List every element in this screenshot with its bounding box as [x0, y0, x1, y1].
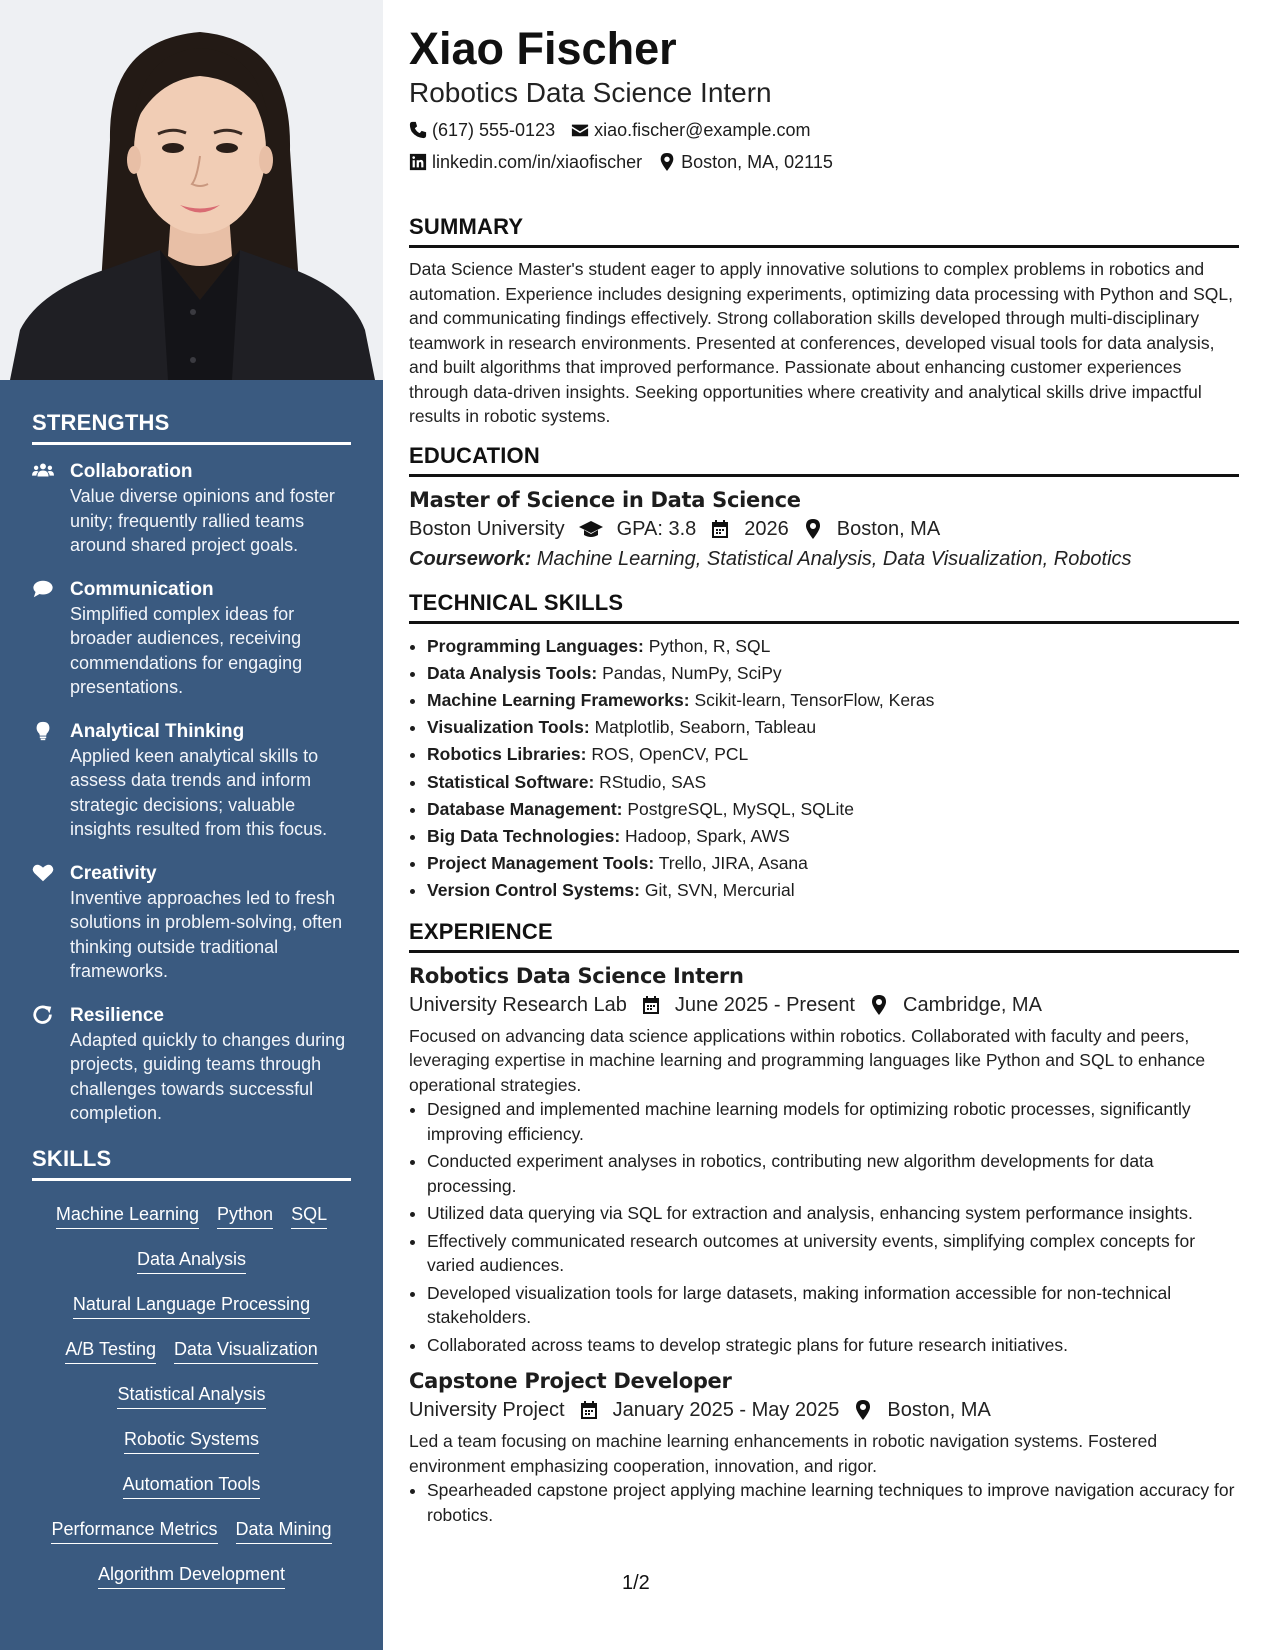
list-item: • Data Analysis Tools: Pandas, NumPy, SciPy — [427, 660, 1239, 687]
list-item: • Designed and implemented machine learning models for optimizing robotic processes, significantly improving efficiency. — [427, 1097, 1239, 1146]
heart-icon — [32, 861, 70, 883]
technical-skills-list — [409, 633, 1239, 905]
list-item: • Effectively communicated research outcomes at university events, simplifying complex concepts for varied audiences. — [427, 1229, 1239, 1278]
experience-section — [409, 919, 1239, 1528]
job-summary: Focused on advancing data science applications within robotics. Collaborated with faculty and peers, leveraging expertise in machine learning and programming languages like Python and SQL to enhance operational strategies. — [409, 1025, 1206, 1095]
strength-description: Simplified complex ideas for broader audiences, receiving commendations for engaging presentations. — [70, 603, 303, 697]
contact-line — [409, 118, 1239, 142]
skill-tag: A/B Testing — [65, 1336, 156, 1364]
skill-tag: Robotic Systems — [124, 1426, 259, 1454]
strength-title: Creativity — [70, 862, 157, 884]
list-item: • Big Data Technologies: Hadoop, Spark, AWS — [427, 823, 1239, 850]
skills-heading: SKILLS — [32, 1146, 351, 1181]
coursework-list: Machine Learning, Statistical Analysis, Data Visualization, Robotics — [536, 547, 1132, 570]
list-item: • Statistical Software: RStudio, SAS — [427, 769, 1239, 796]
map-pin-icon — [803, 519, 823, 539]
education-heading: EDUCATION — [409, 443, 1239, 477]
map-pin-icon — [853, 1400, 873, 1420]
summary-heading: SUMMARY — [409, 214, 1239, 248]
strength-item — [32, 577, 351, 700]
strengths-heading: STRENGTHS — [32, 410, 351, 445]
skill-tag: Statistical Analysis — [117, 1381, 265, 1409]
skill-tag: Data Visualization — [174, 1336, 318, 1364]
list-item: • Project Management Tools: Trello, JIRA, Asana — [427, 850, 1239, 877]
profile-photo — [0, 0, 383, 380]
job-dates: June 2025 - Present — [674, 993, 855, 1016]
calendar-icon — [641, 995, 661, 1015]
job-summary: Led a team focusing on machine learning enhancements in robotic navigation systems. Fostered environment emphasizing cooperation, innovation, and rigor. — [409, 1431, 1158, 1476]
experience-heading: EXPERIENCE — [409, 919, 1239, 953]
list-item: • Collaborated across teams to develop strategic plans for future research initiatives. — [427, 1333, 1239, 1358]
sidebar-content — [32, 410, 351, 1606]
strength-description: Value diverse opinions and foster unity; frequently rallied teams around shared project goals. — [70, 486, 335, 555]
job-bullets — [409, 1097, 1239, 1357]
list-item: • Developed visualization tools for large datasets, making information accessible for non-technical stakeholders. — [427, 1281, 1239, 1330]
summary-section — [409, 214, 1239, 429]
coursework-line — [409, 544, 1239, 574]
users-icon — [32, 459, 70, 481]
job-location: Boston, MA — [887, 1399, 991, 1422]
email-text: xiao.fischer@example.com — [594, 120, 811, 140]
list-item: • Spearheaded capstone project applying machine learning techniques to improve navigation accuracy for robotics. — [427, 1478, 1239, 1527]
education-section — [409, 443, 1239, 574]
strength-item — [32, 459, 351, 558]
job-entry — [409, 962, 1239, 1358]
graduation-year: 2026 — [744, 517, 789, 540]
job-entry — [409, 1367, 1239, 1527]
list-item: • Programming Languages: Python, R, SQL — [427, 633, 1239, 660]
map-pin-icon — [658, 153, 676, 171]
strength-title: Collaboration — [70, 461, 193, 482]
strength-item — [32, 719, 351, 842]
location-text: Boston, MA, 02115 — [681, 152, 833, 172]
strength-description: Applied keen analytical skills to assess data trends and inform strategic decisions; valuable insights resulted from this focus. — [70, 745, 328, 839]
job-title: Capstone Project Developer — [409, 1369, 732, 1394]
list-item: • Robotics Libraries: ROS, OpenCV, PCL — [427, 741, 1239, 768]
list-item: • Version Control Systems: Git, SVN, Mercurial — [427, 877, 1239, 904]
summary-text: Data Science Master's student eager to apply innovative solutions to complex problems in robotics and automation. Experience includes designing experiments, optimizing data processing with Python and SQL, and communicating findings effectively. Strong collaboration skills developed through multi-disciplinary teamwork in research environments. Presented at conferences, developed visual tools for data analysis, and built algorithms that improved performance. Passionate about enhancing customer experiences through data-driven insights. Seeking opportunities where creativity and analytical skills drive impactful results in robotic systems. — [409, 259, 1233, 426]
linkedin-icon — [409, 153, 427, 171]
education-meta — [409, 514, 1239, 544]
job-bullets — [409, 1478, 1239, 1527]
technical-skills-heading: TECHNICAL SKILLS — [409, 590, 1239, 624]
contact-line — [409, 150, 1239, 174]
skill-tag: Machine Learning — [56, 1201, 199, 1229]
email-contact[interactable] — [571, 118, 810, 142]
job-organization: University Project — [409, 1399, 565, 1422]
job-organization: University Research Lab — [409, 993, 627, 1016]
page-number: 1/2 — [622, 1572, 650, 1594]
job-location: Cambridge, MA — [903, 993, 1042, 1016]
envelope-icon — [571, 121, 589, 139]
job-meta — [409, 990, 1239, 1020]
skill-tag: Python — [217, 1201, 273, 1229]
refresh-icon — [32, 1003, 70, 1025]
strength-title: Resilience — [70, 1004, 164, 1026]
job-dates: January 2025 - May 2025 — [612, 1399, 840, 1422]
skill-tag: Automation Tools — [123, 1471, 261, 1499]
strength-title: Communication — [70, 578, 214, 600]
speech-bubble-icon — [32, 577, 70, 599]
phone-text: (617) 555-0123 — [432, 120, 556, 140]
strength-item — [32, 1003, 351, 1126]
job-meta — [409, 1395, 1239, 1425]
list-item: • Machine Learning Frameworks: Scikit-learn, TensorFlow, Keras — [427, 687, 1239, 714]
school-name: Boston University — [409, 517, 565, 540]
coursework-label: Coursework: — [409, 547, 532, 570]
list-item: • Database Management: PostgreSQL, MySQL, SQLite — [427, 796, 1239, 823]
skill-tag: SQL — [291, 1201, 327, 1229]
candidate-role: Robotics Data Science Intern — [409, 77, 772, 108]
strength-title: Analytical Thinking — [70, 720, 245, 742]
skill-tag: Natural Language Processing — [73, 1291, 310, 1319]
gpa: GPA: 3.8 — [616, 517, 697, 540]
map-pin-icon — [869, 995, 889, 1015]
skill-tag: Algorithm Development — [98, 1561, 285, 1589]
strength-item — [32, 861, 351, 984]
skill-tag: Data Mining — [236, 1516, 332, 1544]
lightbulb-icon — [32, 719, 70, 741]
technical-skills-section — [409, 590, 1239, 905]
school-location: Boston, MA — [836, 517, 941, 540]
calendar-icon — [579, 1400, 599, 1420]
skill-tag: Performance Metrics — [51, 1516, 217, 1544]
sidebar — [0, 0, 383, 1650]
strength-description: Adapted quickly to changes during projects, guiding teams through challenges towards successful completion. — [70, 1029, 346, 1123]
graduation-cap-icon — [579, 519, 603, 539]
skills-list — [32, 1195, 351, 1606]
candidate-name: Xiao Fischer — [409, 23, 677, 74]
main-content — [409, 22, 1239, 1530]
linkedin-text: linkedin.com/in/xiaofischer — [432, 152, 643, 172]
degree-title: Master of Science in Data Science — [409, 487, 801, 512]
list-item: • Utilized data querying via SQL for extraction and analysis, enhancing system performance insights. — [427, 1201, 1239, 1226]
strength-description: Inventive approaches led to fresh solutions in problem-solving, often thinking outside traditional frameworks. — [70, 887, 343, 981]
linkedin-contact[interactable] — [409, 150, 642, 174]
list-item: • Visualization Tools: Matplotlib, Seaborn, Tableau — [427, 714, 1239, 741]
phone-icon — [409, 121, 427, 139]
list-item: • Conducted experiment analyses in robotics, contributing new algorithm developments for data processing. — [427, 1149, 1239, 1198]
calendar-icon — [710, 519, 730, 539]
location-contact — [658, 150, 833, 174]
phone-contact[interactable] — [409, 118, 555, 142]
job-title: Robotics Data Science Intern — [409, 963, 744, 988]
skill-tag: Data Analysis — [137, 1246, 246, 1274]
portrait-illustration — [0, 0, 383, 380]
